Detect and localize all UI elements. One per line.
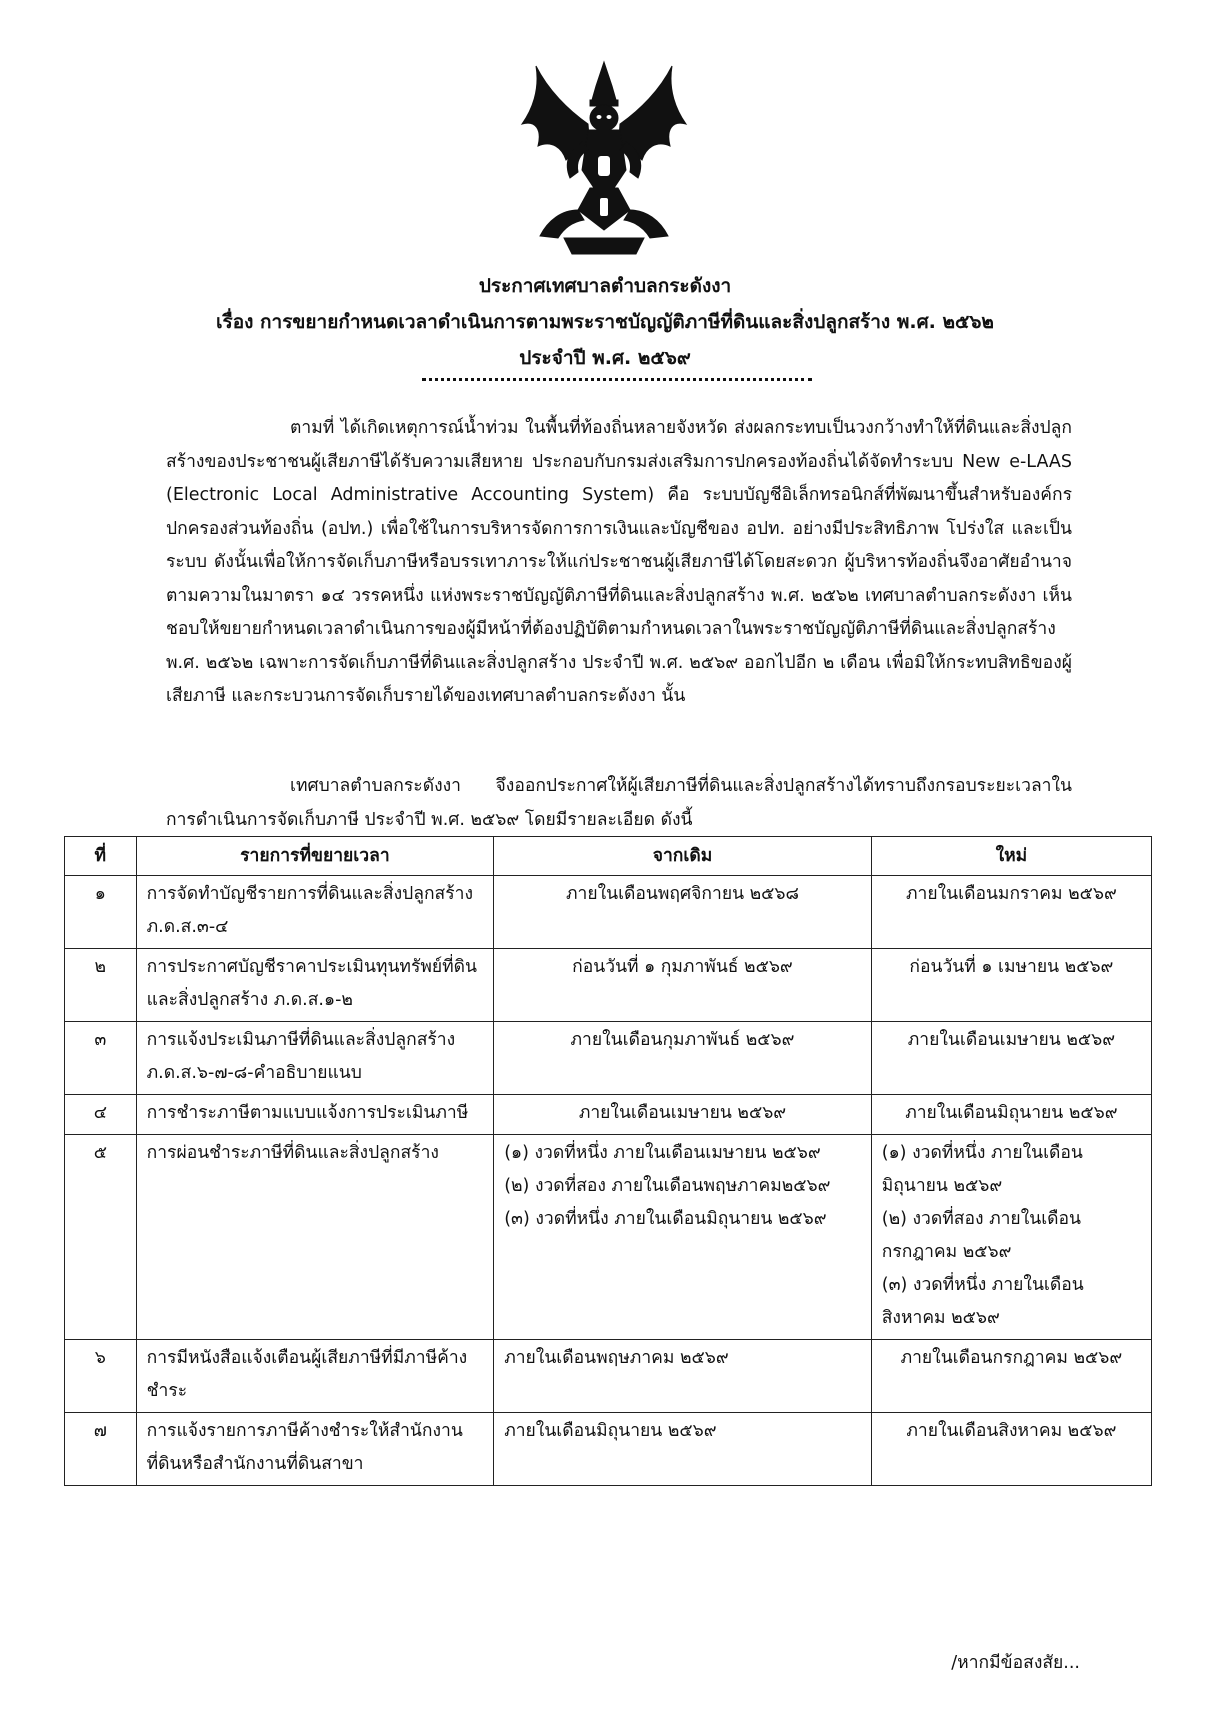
table-row <box>65 1413 1152 1486</box>
row-item: การชำระภาษีตามแบบแจ้งการประเมินภาษี <box>136 1095 494 1135</box>
table-row <box>65 949 1152 1022</box>
header-no: ที่ <box>65 837 137 876</box>
row-original: ภายในเดือนพฤษภาคม ๒๕๖๙ <box>494 1340 872 1413</box>
installment-new-1: (๑) งวดที่หนึ่ง ภายในเดือนมิถุนายน ๒๕๖๙ <box>881 1143 1083 1196</box>
header-new: ใหม่ <box>871 837 1151 876</box>
row-original <box>494 1135 872 1340</box>
dotted-divider <box>422 378 812 381</box>
row-item: การมีหนังสือแจ้งเตือนผู้เสียภาษีที่มีภาษีค้างชำระ <box>136 1340 494 1413</box>
garuda-emblem-icon <box>518 60 690 256</box>
row-new: ภายในเดือนกรกฎาคม ๒๕๖๙ <box>871 1340 1151 1413</box>
schedule-table <box>64 836 1152 1486</box>
installment-original-1: (๑) งวดที่หนึ่ง ภายในเดือนเมษายน ๒๕๖๙ <box>504 1143 821 1163</box>
installment-original-2: (๒) งวดที่สอง ภายในเดือนพฤษภาคม๒๕๖๙ <box>504 1176 831 1196</box>
installment-new-3: (๓) งวดที่หนึ่ง ภายในเดือนสิงหาคม ๒๕๖๙ <box>881 1275 1084 1328</box>
subject-title: เรื่อง การขยายกำหนดเวลาดำเนินการตามพระราชบัญญัติภาษีที่ดินและสิ่งปลูกสร้าง พ.ศ. ๒๕๖๒ <box>216 311 994 333</box>
row-new: ภายในเดือนเมษายน ๒๕๖๙ <box>871 1022 1151 1095</box>
row-new: ภายในเดือนมกราคม ๒๕๖๙ <box>871 876 1151 949</box>
row-original: ภายในเดือนมิถุนายน ๒๕๖๙ <box>494 1413 872 1486</box>
row-new: ภายในเดือนมิถุนายน ๒๕๖๙ <box>871 1095 1151 1135</box>
row-number: ๑ <box>65 876 137 949</box>
table-row <box>65 876 1152 949</box>
row-item: การประกาศบัญชีราคาประเมินทุนทรัพย์ที่ดินและสิ่งปลูกสร้าง ภ.ด.ส.๑-๒ <box>136 949 494 1022</box>
row-number: ๗ <box>65 1413 137 1486</box>
row-new: ภายในเดือนสิงหาคม ๒๕๖๙ <box>871 1413 1151 1486</box>
table-row <box>65 1095 1152 1135</box>
row-original: ภายในเดือนกุมภาพันธ์ ๒๕๖๙ <box>494 1022 872 1095</box>
row-item: การแจ้งประเมินภาษีที่ดินและสิ่งปลูกสร้าง ภ.ด.ส.๖-๗-๘-คำอธิบายแนบ <box>136 1022 494 1095</box>
row-new: ก่อนวันที่ ๑ เมษายน ๒๕๖๙ <box>871 949 1151 1022</box>
year-title: ประจำปี พ.ศ. ๒๕๖๙ <box>519 347 691 369</box>
installment-original-3: (๓) งวดที่หนึ่ง ภายในเดือนมิถุนายน ๒๕๖๙ <box>504 1209 827 1229</box>
row-number: ๒ <box>65 949 137 1022</box>
header-item: รายการที่ขยายเวลา <box>136 837 494 876</box>
paragraph-announcement: เทศบาลตำบลกระดังงา จึงออกประกาศให้ผู้เสียภาษีที่ดินและสิ่งปลูกสร้างได้ทราบถึงกรอบระยะเวลาในการดำเนินการจัดเก็บภาษี ประจำปี พ.ศ. ๒๕๖๙ โดยมีรายละเอียด ดังนี้ <box>166 776 1072 830</box>
table-header-row <box>65 837 1152 876</box>
row-new <box>871 1135 1151 1340</box>
row-item: การจัดทำบัญชีรายการที่ดินและสิ่งปลูกสร้าง ภ.ด.ส.๓-๔ <box>136 876 494 949</box>
row-item: การผ่อนชำระภาษีที่ดินและสิ่งปลูกสร้าง <box>136 1135 494 1340</box>
paragraph-background: ตามที่ ได้เกิดเหตุการณ์น้ำท่วม ในพื้นที่ท้องถิ่นหลายจังหวัด ส่งผลกระทบเป็นวงกว้างทำให้ที่ดินและสิ่งปลูกสร้างของประชาชนผู้เสียภาษีได้รับความเสียหาย ประกอบกับกรมส่งเสริมการปกครองท้องถิ่นได้จัดทำระบบ New e-LAAS (Electronic Local Administrative Accounting System) คือ ระบบบัญชีอิเล็กทรอนิกส์ที่พัฒนาขึ้นสำหรับองค์กรปกครองส่วนท้องถิ่น (อปท.) เพื่อใช้ในการบริหารจัดการการเงินและบัญชีของ อปท. อย่างมีประสิทธิภาพ โปร่งใส และเป็นระบบ ดังนั้นเพื่อให้การจัดเก็บภาษีหรือบรรเทาภาระให้แก่ประชาชนผู้เสียภาษีได้โดยสะดวก ผู้บริหารท้องถิ่นจึงอาศัยอำนาจตามความในมาตรา ๑๔ วรรคหนึ่ง แห่งพระราชบัญญัติภาษีที่ดินและสิ่งปลูกสร้าง พ.ศ. ๒๕๖๒ เทศบาลตำบลกระดังงา เห็นชอบให้ขยายกำหนดเวลาดำเนินการของผู้มีหน้าที่ต้องปฏิบัติตามกำหนดเวลาในพระราชบัญญัติภาษีที่ดินและสิ่งปลูกสร้าง พ.ศ. ๒๕๖๒ เฉพาะการจัดเก็บภาษีที่ดินและสิ่งปลูกสร้าง ประจำปี พ.ศ. ๒๕๖๙ ออกไปอีก ๒ เดือน เพื่อมิให้กระทบสิทธิของผู้เสียภาษี และกระบวนการจัดเก็บรายได้ของเทศบาลตำบลกระดังงา นั้น <box>166 418 1072 706</box>
row-number: ๖ <box>65 1340 137 1413</box>
table-row <box>65 1340 1152 1413</box>
table-row <box>65 1135 1152 1340</box>
row-number: ๓ <box>65 1022 137 1095</box>
row-item: การแจ้งรายการภาษีค้างชำระให้สำนักงานที่ดินหรือสำนักงานที่ดินสาขา <box>136 1413 494 1486</box>
row-original: ก่อนวันที่ ๑ กุมภาพันธ์ ๒๕๖๙ <box>494 949 872 1022</box>
row-original: ภายในเดือนพฤศจิกายน ๒๕๖๘ <box>494 876 872 949</box>
row-number: ๔ <box>65 1095 137 1135</box>
organization-title: ประกาศเทศบาลตำบลกระดังงา <box>478 275 732 297</box>
row-original: ภายในเดือนเมษายน ๒๕๖๙ <box>494 1095 872 1135</box>
installment-new-2: (๒) งวดที่สอง ภายในเดือนกรกฎาคม ๒๕๖๙ <box>881 1209 1082 1262</box>
header-original: จากเดิม <box>494 837 872 876</box>
continuation-note: /หากมีข้อสงสัย... <box>951 1653 1080 1673</box>
row-number: ๕ <box>65 1135 137 1340</box>
table-row <box>65 1022 1152 1095</box>
